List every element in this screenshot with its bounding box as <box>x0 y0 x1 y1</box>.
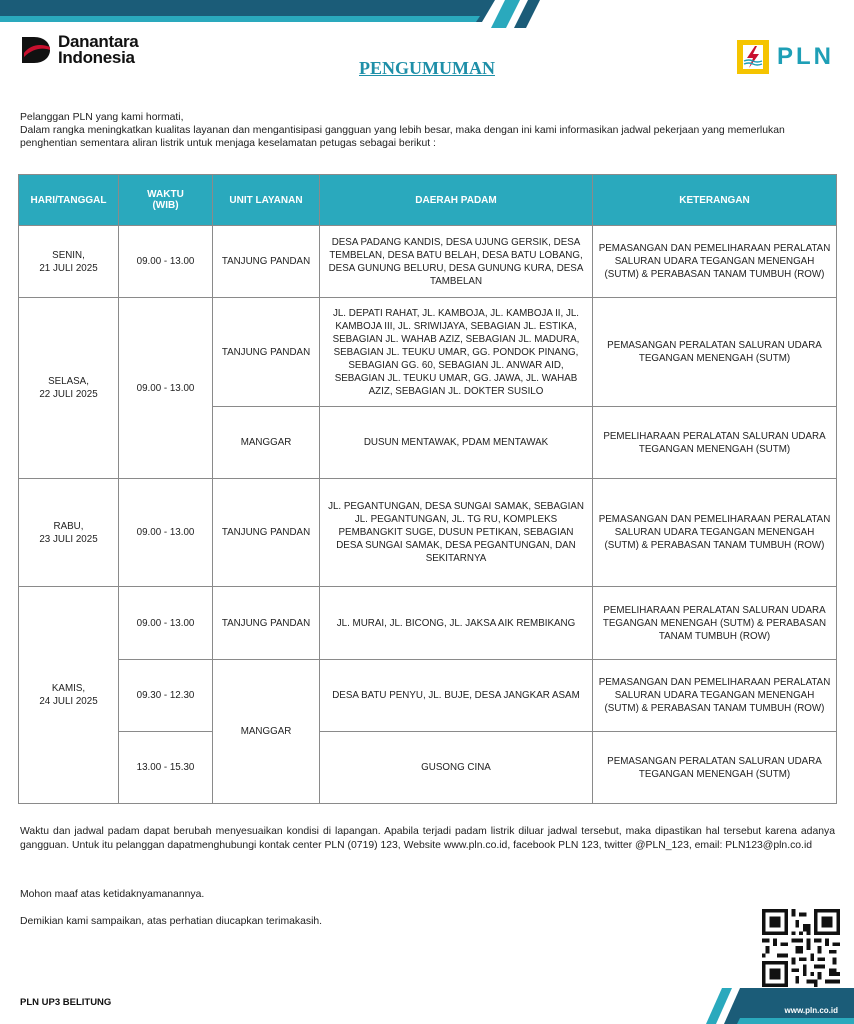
header-time-line1: WAKTU <box>147 189 184 200</box>
day-name: SENIN, <box>52 249 85 261</box>
greeting: Pelanggan PLN yang kami hormati, <box>20 112 184 123</box>
brand-line-2: Indonesia <box>58 48 135 67</box>
time-cell: 13.00 - 15.30 <box>119 732 213 804</box>
table-row <box>19 587 837 660</box>
time-cell: 09.00 - 13.00 <box>119 587 213 660</box>
unit-cell: TANJUNG PANDAN <box>213 226 320 298</box>
table-row <box>19 226 837 298</box>
note-cell: PEMASANGAN PERALATAN SALURAN UDARA TEGANGAN MENENGAH (SUTM) <box>593 732 837 804</box>
unit-cell: TANJUNG PANDAN <box>213 587 320 660</box>
area-cell: DESA PADANG KANDIS, DESA UJUNG GERSIK, DESA TEMBELAN, DESA BATU BELAH, DESA BATU LOBANG, DESA GUNUNG BELURU, DESA GUNUNG KURA, DESA TAMBELAN <box>320 226 593 298</box>
pln-wordmark: PLN <box>777 43 834 70</box>
apology-text: Mohon maaf atas ketidaknyamanannya. <box>20 889 205 900</box>
header-time <box>119 175 213 226</box>
note-cell: PEMELIHARAAN PERALATAN SALURAN UDARA TEGANGAN MENENGAH (SUTM) & PERABASAN TANAM TUMBUH (ROW) <box>593 587 837 660</box>
header-area: DAERAH PADAM <box>320 175 593 226</box>
unit-cell: TANJUNG PANDAN <box>213 479 320 587</box>
website-link[interactable]: www.pln.co.id <box>784 1006 838 1015</box>
day-name: KAMIS, <box>51 683 86 694</box>
day-date: 24 JULI 2025 <box>39 696 98 707</box>
footer-info: Waktu dan jadwal padam dapat berubah menyesuaikan kondisi di lapangan. Apabila terjadi padam listrik diluar jadwal tersebut, maka dipastikan hal tersebut karena adanya gangguan. Untuk itu pelanggan dapatmenghubungi kontak center PLN (0719) 123, Website www.pln.co.id, facebook PLN 123, twitter @PLN_123, email: PLN123@pln.co.id <box>20 826 835 851</box>
note-cell: PEMASANGAN DAN PEMELIHARAAN PERALATAN SALURAN UDARA TEGANGAN MENENGAH (SUTM) & PERABASAN TANAM TUMBUH (ROW) <box>593 660 837 732</box>
day-date: 22 JULI 2025 <box>39 389 98 400</box>
day-date: 23 JULI 2025 <box>39 533 98 545</box>
time-cell: 09.00 - 13.00 <box>119 479 213 587</box>
day-name: SELASA, <box>48 376 89 387</box>
table-header-row <box>19 175 837 226</box>
note-cell: PEMASANGAN DAN PEMELIHARAAN PERALATAN SALURAN UDARA TEGANGAN MENENGAH (SUTM) & PERABASAN TANAM TUMBUH (ROW) <box>593 226 837 298</box>
unit-cell: TANJUNG PANDAN <box>213 298 320 407</box>
day-cell <box>19 479 119 587</box>
table-row <box>19 298 837 407</box>
note-cell: PEMASANGAN PERALATAN SALURAN UDARA TEGANGAN MENENGAH (SUTM) <box>593 298 837 407</box>
header-time-line2: (WIB) <box>152 200 179 211</box>
top-decorative-band <box>0 0 854 30</box>
area-cell: DESA BATU PENYU, JL. BUJE, DESA JANGKAR ASAM <box>320 660 593 732</box>
day-cell <box>19 226 119 298</box>
area-cell: JL. MURAI, JL. BICONG, JL. JAKSA AIK REMBIKANG <box>320 587 593 660</box>
intro-body: Dalam rangka meningkatkan kualitas layanan dan mengantisipasi gangguan yang lebih besar, maka dengan ini kami informasikan jadwal pekerjaan yang memerlukan penghentian sementara aliran listrik untuk menjaga keselamatan petugas sebagai berikut : <box>20 125 785 149</box>
day-date: 21 JULI 2025 <box>39 262 98 274</box>
time-cell: 09.00 - 13.00 <box>119 298 213 479</box>
time-cell: 09.00 - 13.00 <box>119 226 213 298</box>
time-cell: 09.30 - 12.30 <box>119 660 213 732</box>
day-cell <box>19 587 119 804</box>
page-title: PENGUMUMAN <box>359 58 495 78</box>
header-day: HARI/TANGGAL <box>19 175 119 226</box>
closing-text: Demikian kami sampaikan, atas perhatian diucapkan terimakasih. <box>20 916 323 927</box>
unit-cell: MANGGAR <box>213 660 320 804</box>
header-unit: UNIT LAYANAN <box>213 175 320 226</box>
area-cell: DUSUN MENTAWAK, PDAM MENTAWAK <box>320 407 593 479</box>
note-cell: PEMELIHARAAN PERALATAN SALURAN UDARA TEGANGAN MENENGAH (SUTM) <box>593 407 837 479</box>
area-cell: JL. PEGANTUNGAN, DESA SUNGAI SAMAK, SEBAGIAN JL. PEGANTUNGAN, JL. TG RU, KOMPLEKS PEMBANGKIT SUGE, DUSUN PETIKAN, SEBAGIAN DESA SUNGAI SAMAK, DESA PEGANTUNGAN, DAN SEKITARNYA <box>320 479 593 587</box>
day-cell <box>19 298 119 479</box>
area-cell: GUSONG CINA <box>320 732 593 804</box>
outage-schedule-table <box>18 174 837 804</box>
bottom-decorative-band <box>0 988 854 1024</box>
table-row <box>19 732 837 804</box>
unit-cell: MANGGAR <box>213 407 320 479</box>
intro-text <box>20 111 835 150</box>
brand-line-1: Danantara <box>58 32 139 51</box>
note-cell: PEMASANGAN DAN PEMELIHARAAN PERALATAN SALURAN UDARA TEGANGAN MENENGAH (SUTM) & PERABASAN TANAM TUMBUH (ROW) <box>593 479 837 587</box>
qr-code-icon <box>762 909 840 987</box>
day-name: RABU, <box>53 520 84 532</box>
table-row <box>19 479 837 587</box>
office-name: PLN UP3 BELITUNG <box>20 997 112 1008</box>
table-row <box>19 660 837 732</box>
header-note: KETERANGAN <box>593 175 837 226</box>
area-cell: JL. DEPATI RAHAT, JL. KAMBOJA, JL. KAMBOJA II, JL. KAMBOJA III, JL. SRIWIJAYA, SEBAGIAN JL. ESTIKA, SEBAGIAN JL. WAHAB AZIZ, SEBAGIAN JL. MADURA, SEBAGIAN JL. TEUKU UMAR, GG. PONDOK PINANG, SEBAGIAN GG. 60, SEBAGIAN JL. ANWAR AID, SEBAGIAN JL. TEUKU UMAR, GG. JAWA, JL. WAHAB AZIZ, SEBAGIAN JL. DOKTER SUSILO <box>320 298 593 407</box>
